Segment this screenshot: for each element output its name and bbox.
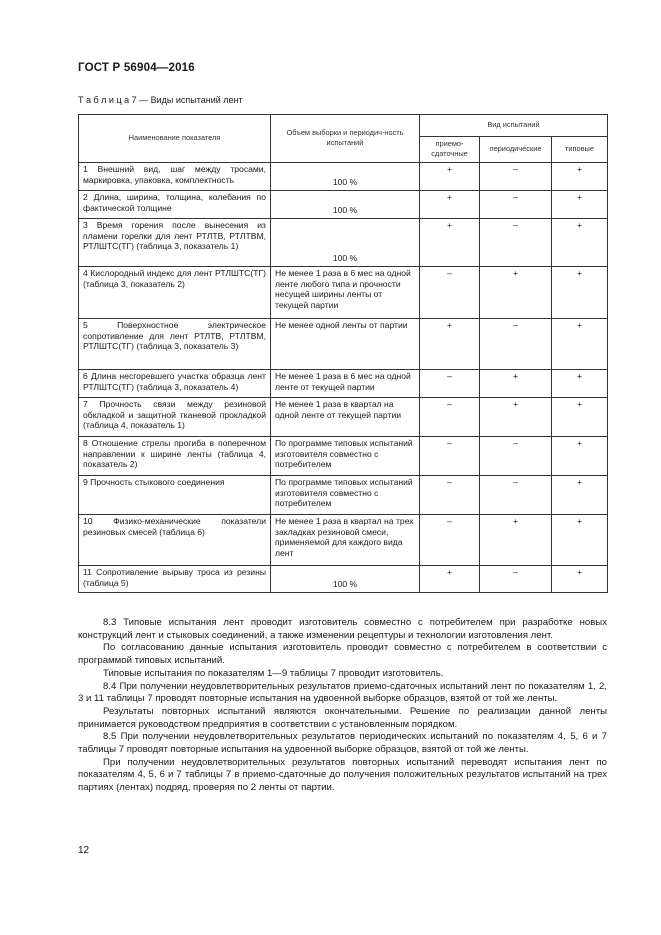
volume-cell: По программе типовых испытаний изготовителя совместно с потребителем: [271, 476, 420, 515]
body-text: [78, 617, 607, 795]
column-header-test-types: Вид испытаний: [420, 115, 608, 137]
acceptance-cell: +: [420, 566, 480, 593]
indicator-cell: 4 Кислородный индекс для лент РТЛШТС(ТГ) (таблица 3, показатель 2): [79, 267, 271, 319]
typical-cell: +: [552, 515, 608, 566]
paragraph: Результаты повторных испытаний являются окончательными. Решение по реализации данной ленты принимается руководством предприятия в соответствии с установленным порядком.: [78, 705, 607, 730]
column-header-typical: типовые: [552, 137, 608, 163]
typical-cell: +: [552, 370, 608, 398]
table-row: [79, 191, 608, 219]
table-row: [79, 319, 608, 370]
column-header-acceptance: приемо-сдаточные: [420, 137, 480, 163]
periodic-cell: –: [480, 476, 552, 515]
acceptance-cell: –: [420, 515, 480, 566]
volume-cell: Не менее 1 раза в квартал на трех закладках резиновой смеси, применяемой для каждого вида лент: [271, 515, 420, 566]
indicator-cell: 2 Длина, ширина, толщина, колебания по фактической толщине: [79, 191, 271, 219]
periodic-cell: –: [480, 191, 552, 219]
paragraph: По согласованию данные испытания изготовитель проводит совместно с потребителем в соответствии с программой типовых испытаний.: [78, 642, 607, 667]
column-header-volume: Объем выборки и периодич-ность испытаний: [271, 115, 420, 163]
acceptance-cell: +: [420, 191, 480, 219]
periodic-cell: –: [480, 566, 552, 593]
periodic-cell: +: [480, 370, 552, 398]
typical-cell: +: [552, 191, 608, 219]
indicator-cell: 5 Поверхностное электрическое сопротивление для лент РТЛТВ, РТЛТВМ, РТЛШТС(ТГ) (таблица 3, показатель 3): [79, 319, 271, 370]
typical-cell: +: [552, 476, 608, 515]
volume-cell: [271, 191, 420, 219]
volume-cell: [271, 219, 420, 267]
volume-cell: По программе типовых испытаний изготовителя совместно с потребителем: [271, 437, 420, 476]
periodic-cell: +: [480, 267, 552, 319]
test-types-table: [78, 114, 608, 593]
acceptance-cell: +: [420, 319, 480, 370]
indicator-cell: 3 Время горения после вынесения из пламени горелки для лент РТЛТВ, РТЛТВМ, РТЛШТС(ТГ) (таблица 3, показатель 1): [79, 219, 271, 267]
acceptance-cell: +: [420, 163, 480, 191]
page-number: 12: [78, 845, 90, 856]
indicator-cell: 7 Прочность связи между резиновой обкладкой и защитной тканевой прокладкой (таблица 4, показатель 1): [79, 398, 271, 437]
table-row: [79, 398, 608, 437]
paragraph: 8.3 Типовые испытания лент проводит изготовитель совместно с потребителем при разработке новых конструкций лент и стыковых соединений, а также изменении рецептуры и технологии изготовления лент.: [78, 617, 607, 641]
volume-value: 100 %: [332, 579, 358, 590]
acceptance-cell: –: [420, 398, 480, 437]
paragraph: 8.4 При получении неудовлетворительных результатов приемо-сдаточных испытаний лент по показателям 1, 2, 3 и 11 таблицы 7 проводят повторные испытания на удвоенной выборке образцов, взятой от той же ленты.: [78, 680, 607, 705]
typical-cell: +: [552, 398, 608, 437]
acceptance-cell: –: [420, 267, 480, 319]
indicator-cell: 1 Внешний вид, шаг между тросами, маркировка, упаковка, комплектность: [79, 163, 271, 191]
paragraph: Типовые испытания по показателям 1—9 таблицы 7 проводит изготовитель.: [103, 667, 444, 679]
table-row: [79, 267, 608, 319]
indicator-cell: 8 Отношение стрелы прогиба в поперечном направлении к ширине ленты (таблица 4, показатель 2): [79, 437, 271, 476]
periodic-cell: +: [480, 515, 552, 566]
table-row: [79, 515, 608, 566]
indicator-cell: 10 Физико-механические показатели резиновых смесей (таблица 6): [79, 515, 271, 566]
periodic-cell: –: [480, 437, 552, 476]
table-row: [79, 163, 608, 191]
column-header-name: Наименование показателя: [79, 115, 271, 163]
document-header: ГОСТ Р 56904—2016: [78, 62, 195, 74]
typical-cell: +: [552, 219, 608, 267]
volume-value: 100 %: [332, 205, 358, 216]
volume-cell: [271, 163, 420, 191]
typical-cell: +: [552, 267, 608, 319]
acceptance-cell: –: [420, 476, 480, 515]
acceptance-cell: –: [420, 370, 480, 398]
typical-cell: +: [552, 566, 608, 593]
paragraph: 8.5 При получении неудовлетворительных результатов периодических испытаний по показателям 4, 5, 6 и 7 таблицы 7 проводят повторные испытания на удвоенной выборке образцов, взятой от той же ленты.: [78, 731, 607, 756]
column-header-periodic: периодические: [480, 137, 552, 163]
indicator-cell: 11 Сопротивление вырыву троса из резины (таблица 5): [79, 566, 271, 593]
table-row: [79, 437, 608, 476]
indicator-cell: 6 Длина несгоревшего участка образца лент РТЛШТС(ТГ) (таблица 3, показатель 4): [79, 370, 271, 398]
typical-cell: +: [552, 437, 608, 476]
volume-cell: Не менее 1 раза в квартал на одной ленте от текущей партии: [271, 398, 420, 437]
volume-cell: Не менее 1 раза в 6 мес на одной ленте от текущей партии: [271, 370, 420, 398]
volume-cell: Не менее одной ленты от партии: [271, 319, 420, 370]
table-row: [79, 476, 608, 515]
periodic-cell: –: [480, 219, 552, 267]
table-row: [79, 219, 608, 267]
table-row: [79, 370, 608, 398]
acceptance-cell: +: [420, 219, 480, 267]
volume-value: 100 %: [332, 177, 358, 188]
volume-value: 100 %: [332, 253, 358, 264]
paragraph: При получении неудовлетворительных результатов повторных испытаний переводят испытания лент по показателям 4, 5, 6 и 7 таблицы 7 в приемо-сдаточные до получения положительных результатов испытаний на трех партиях (лентах) подряд, проверяя по 2 ленты от партии.: [78, 756, 607, 794]
typical-cell: +: [552, 319, 608, 370]
indicator-cell: 9 Прочность стыкового соединения: [79, 476, 271, 515]
table-caption: Т а б л и ц а 7 — Виды испытаний лент: [78, 95, 243, 105]
periodic-cell: –: [480, 163, 552, 191]
periodic-cell: +: [480, 398, 552, 437]
volume-cell: [271, 566, 420, 593]
periodic-cell: –: [480, 319, 552, 370]
acceptance-cell: –: [420, 437, 480, 476]
volume-cell: Не менее 1 раза в 6 мес на одной ленте любого типа и прочности несущей ширины ленты от текущей партии: [271, 267, 420, 319]
table-row: [79, 566, 608, 593]
typical-cell: +: [552, 163, 608, 191]
